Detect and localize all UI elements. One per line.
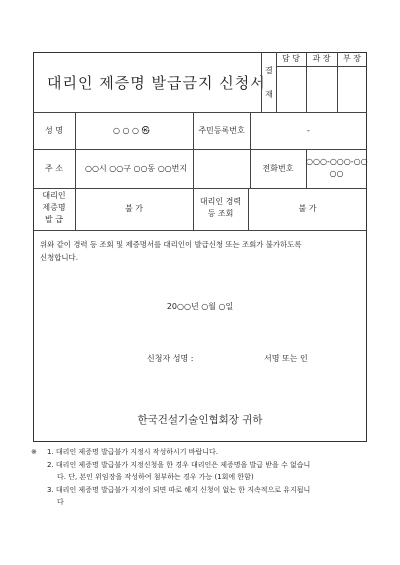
note-item xyxy=(33,446,373,459)
statement-line2: 신청합니다. xyxy=(40,253,79,262)
row-divider xyxy=(33,188,367,189)
rrn-value: - xyxy=(307,126,310,135)
row-divider xyxy=(33,230,367,231)
form-title: 대리인 제증명 발급금지 신청서 xyxy=(47,74,266,92)
approval-label-char: 재 xyxy=(265,90,273,99)
name-label: 성 명 xyxy=(45,126,63,135)
note-text: 다. 단, 본인 위임장을 작성하여 첨부하는 경우 가능 (1회에 한함) xyxy=(57,473,254,481)
phone-value-line2: ○○ xyxy=(329,169,344,178)
applicant-name-label: 신청자 성명 : xyxy=(147,354,194,363)
applicant-name-value xyxy=(113,126,150,136)
signature-label: 서명 또는 인 xyxy=(264,354,308,363)
approval-column-section-chief: 과 장 xyxy=(312,54,331,63)
note-continuation xyxy=(33,496,373,509)
note-text: 다 xyxy=(57,498,64,506)
approval-label-char: 결 xyxy=(265,66,273,75)
row-divider xyxy=(33,112,367,113)
address-label: 주 소 xyxy=(45,164,63,173)
proxy-issue-label-line: 발 급 xyxy=(45,215,63,224)
approval-column-department-head: 부 장 xyxy=(343,54,361,63)
row-divider xyxy=(33,149,367,150)
note-continuation xyxy=(33,471,373,484)
proxy-inquiry-label-line: 등 조회 xyxy=(207,209,234,218)
seal-icon: ㉿ xyxy=(141,126,150,135)
proxy-inquiry-value: 불 가 xyxy=(298,204,317,213)
application-date: 20○○년 ○월 ○일 xyxy=(166,302,234,311)
phone-value-line1: ○○○-○○○-○○ xyxy=(306,157,368,166)
addressee: 한국건설기술인협회장 귀하 xyxy=(137,414,263,426)
name-value: ○ ○ ○ xyxy=(113,126,140,135)
proxy-issue-label-line: 대리인 xyxy=(42,191,66,200)
rrn-label: 주민등록번호 xyxy=(198,126,245,135)
proxy-issue-label-line: 제증명 xyxy=(42,203,66,212)
column-divider xyxy=(250,112,251,188)
note-text: 대리인 제증명 발급불가 지정신청을 한 경우 대리인은 제증명을 발급 받을 수 없습니 xyxy=(55,460,311,469)
notes xyxy=(33,446,373,509)
note-number: 3. xyxy=(47,485,54,494)
approval-divider xyxy=(261,52,262,112)
note-item xyxy=(33,484,373,497)
proxy-issue-value: 불 가 xyxy=(125,204,143,213)
note-text: 대리인 제증명 발급불가 지정시 작성하시기 바랍니다. xyxy=(55,448,219,456)
proxy-inquiry-label-line: 대리인 경력 xyxy=(199,197,242,206)
notes-mark: ※ xyxy=(31,448,37,456)
note-number: 1. xyxy=(47,448,54,456)
address-value: ○○시 ○○구 ○○동 ○○번지 xyxy=(85,164,188,173)
note-text: 대리인 제증명 발급불가 지정이 되면 따로 해지 신청이 없는 한 지속적으로 유지됩니 xyxy=(55,485,311,494)
phone-label: 전화번호 xyxy=(262,164,294,173)
note-number: 2. xyxy=(47,460,54,469)
note-item xyxy=(33,459,373,472)
approval-header-divider xyxy=(276,66,367,67)
statement-line1: 위와 같이 경력 등 조회 및 제증명서를 대리인이 발급신청 또는 조회가 불가하도록 xyxy=(40,240,302,249)
approval-column-staff: 담 당 xyxy=(282,54,300,63)
